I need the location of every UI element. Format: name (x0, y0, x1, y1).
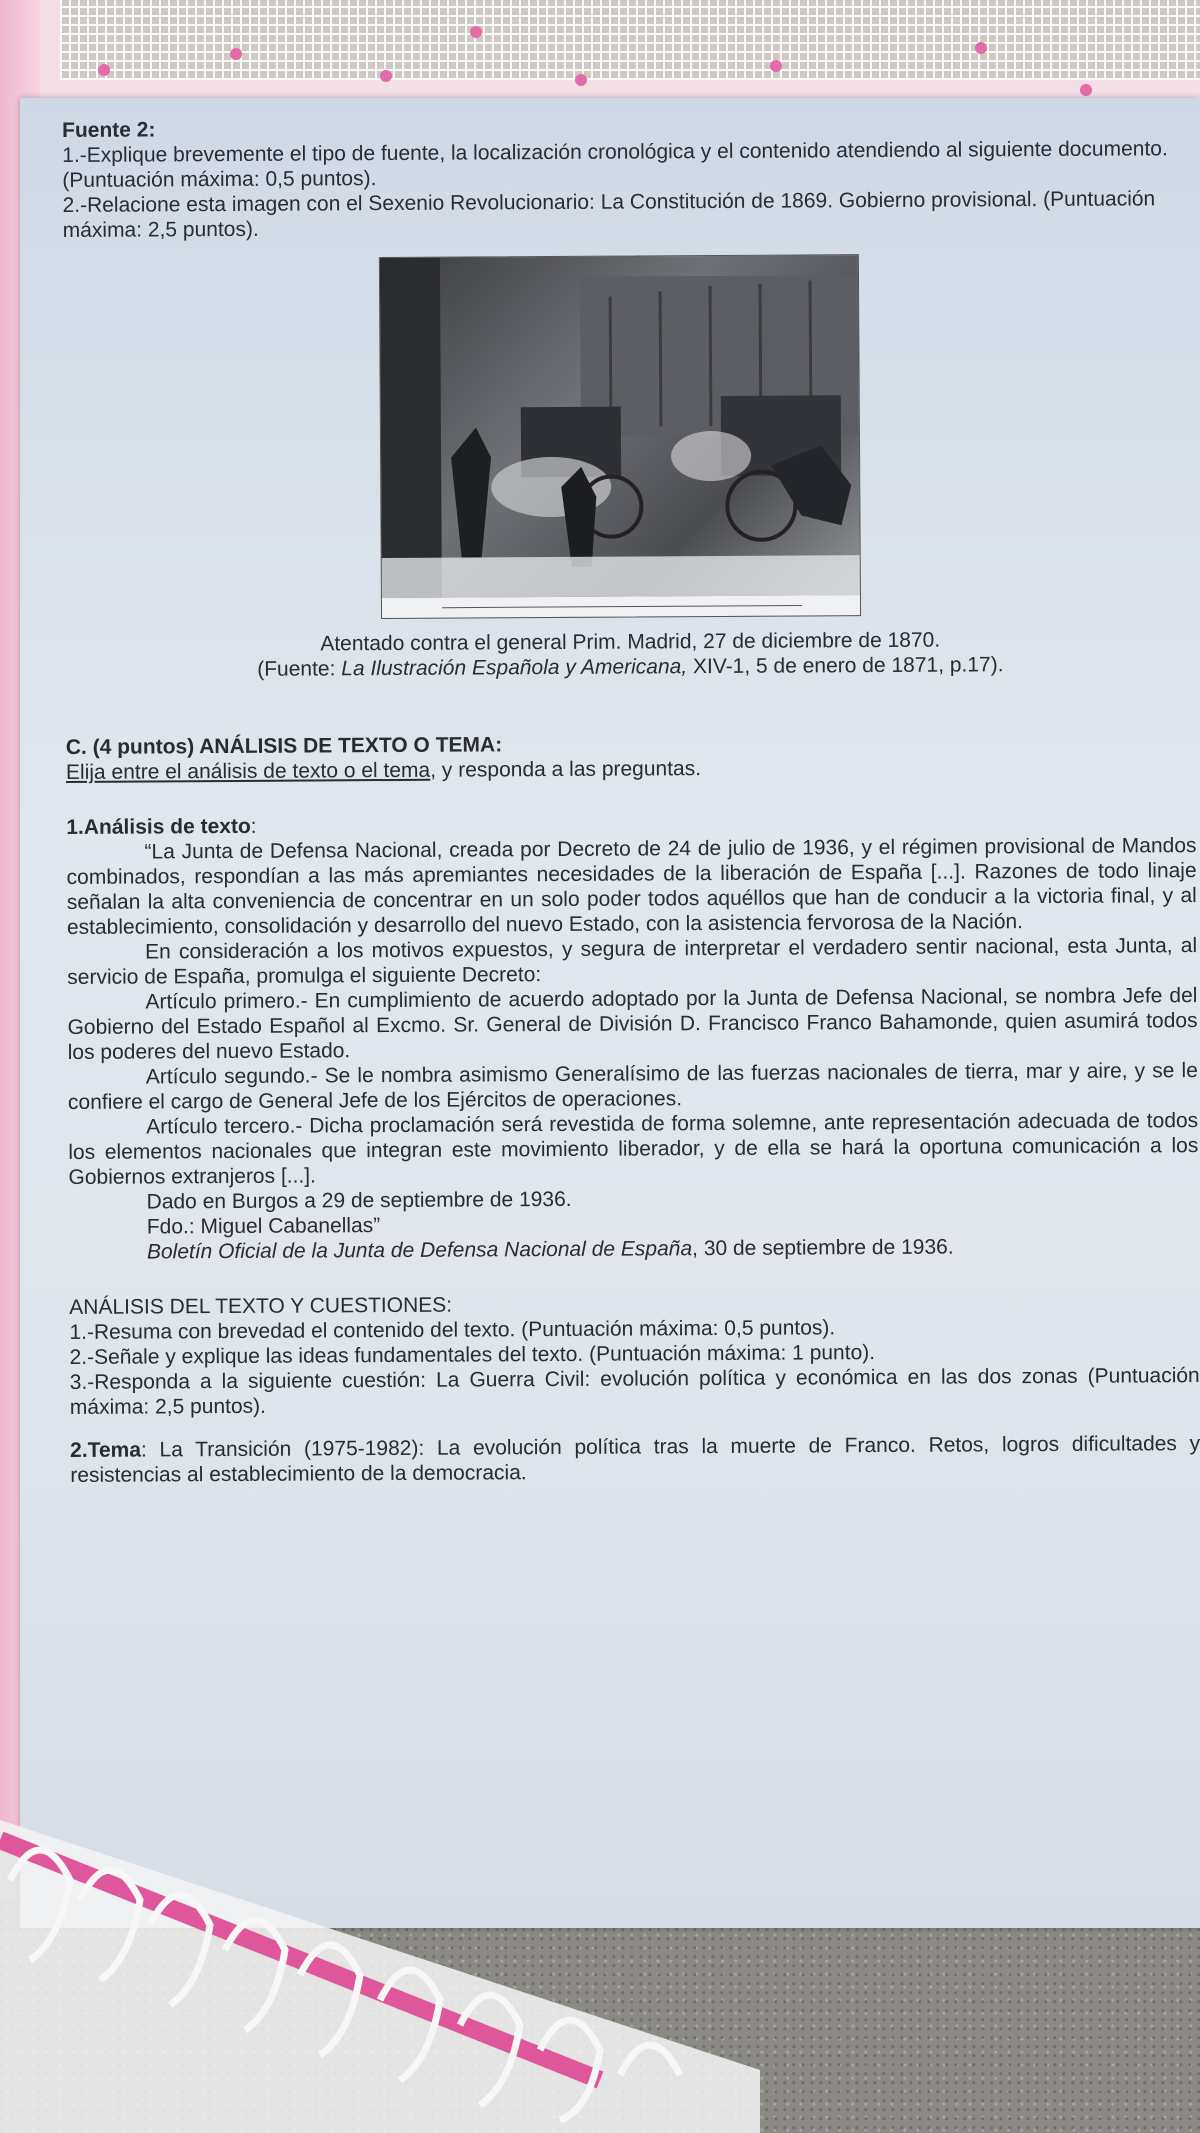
engraving-source: (Fuente: La Ilustración Española y Americana, XIV-1, 5 de enero de 1871, p.17). (257, 653, 1004, 681)
decree-article-3: Artículo tercero.- Dicha proclamación será revestida de forma solemne, ante representación adecuada de todos los elementos nacionales que integran este movimiento liberador, y de ella se hará la oportuna comunicación a los Gobiernos extranjeros [...]. (68, 1109, 1199, 1189)
questions-heading: ANÁLISIS DEL TEXTO Y CUESTIONES: (69, 1293, 453, 1319)
polka-dot (575, 74, 587, 86)
question-2: 2.-Señale y explique las ideas fundamentales del texto. (Puntuación máxima: 1 punto). (69, 1341, 876, 1369)
document-content (62, 111, 1200, 1488)
polka-dot (230, 48, 242, 60)
engraving-illustration (380, 255, 860, 618)
polka-dot (1080, 84, 1092, 96)
mesh-pocket (60, 0, 1200, 80)
question-1: 1.-Resuma con brevedad el contenido del texto. (Puntuación máxima: 0,5 puntos). (69, 1316, 836, 1344)
decree-paragraph-1: “La Junta de Defensa Nacional, creada por Decreto de 24 de julio de 1936, y el régimen provisional de Mandos combinados, respondían a las más apremiantes necesidades de la liberación de España [...]. Razones de todo linaje señalan la alta conveniencia de concentrar en un solo poder todos aquéllos que han de conducir a la victoria final, y al establecimiento, consolidación y desarrollo del nuevo Estado, con la asistencia fervorosa de la Nación. (66, 834, 1197, 939)
source2-heading: Fuente 2: (62, 118, 156, 142)
section-c-instructions: Elija entre el análisis de texto o el tema, y responda a las preguntas. (65, 757, 702, 784)
polka-dot (975, 42, 987, 54)
engraving-caption: Atentado contra el general Prim. Madrid, 27 de diciembre de 1870. (320, 628, 941, 656)
source2-question-2: 2.-Relacione esta imagen con el Sexenio Revolucionario: La Constitución de 1869. Gobierno provisional. (Puntuación máxima: 2,5 puntos). (62, 187, 1156, 242)
decree-article-2: Artículo segundo.- Se le nombra asimismo Generalísimo de las fuerzas nacionales de tierra, mar y aire, y se le confiere el cargo de General Jefe de los Ejércitos de operaciones. (67, 1059, 1198, 1114)
decree-signature: Fdo.: Miguel Cabanellas” (146, 1214, 381, 1239)
question-3: 3.-Responda a la siguiente cuestión: La Guerra Civil: evolución política y económica en las dos zonas (Puntuación máxima: 2,5 puntos). (69, 1364, 1200, 1419)
notebook-spiral-binding (0, 1780, 760, 2133)
decree-article-1: Artículo primero.- En cumplimiento de acuerdo adoptado por la Junta de Defensa Nacional, se nombra Jefe del Gobierno del Estado Español al Excmo. Sr. General de División D. Francisco Franco Bahamonde, quien asumirá todos los poderes del nuevo Estado. (67, 984, 1198, 1064)
prim-assassination-engraving (379, 254, 861, 619)
polka-dot (98, 64, 110, 76)
section-c-heading: C. (4 puntos) ANÁLISIS DE TEXTO O TEMA: (65, 733, 503, 759)
polka-dot (470, 26, 482, 38)
decree-date: Dado en Burgos a 29 de septiembre de 1936. (146, 1187, 572, 1214)
decree-paragraph-2: En consideración a los motivos expuestos, y segura de interpretar el verdadero sentir nacional, esta Junta, al servicio de España, promulga el siguiente Decreto: (67, 934, 1198, 989)
text-analysis-heading: 1.Análisis de texto: (66, 814, 257, 839)
tema-section: 2.Tema: La Transición (1975-1982): La evolución política tras la muerte de Franco. Retos, logros dificultades y resistencias al establecimiento de la democracia. (70, 1432, 1200, 1487)
magazine-title: La Ilustración Española y Americana, (341, 655, 688, 681)
polka-dot (380, 70, 392, 82)
decree-source: Boletín Oficial de la Junta de Defensa Nacional de España, 30 de septiembre de 1936. (146, 1235, 954, 1264)
source2-question-1: 1.-Explique brevemente el tipo de fuente, la localización cronológica y el contenido atendiendo al siguiente documento. (Puntuación máxima: 0,5 puntos). (62, 137, 1168, 192)
polka-dot (770, 60, 782, 72)
